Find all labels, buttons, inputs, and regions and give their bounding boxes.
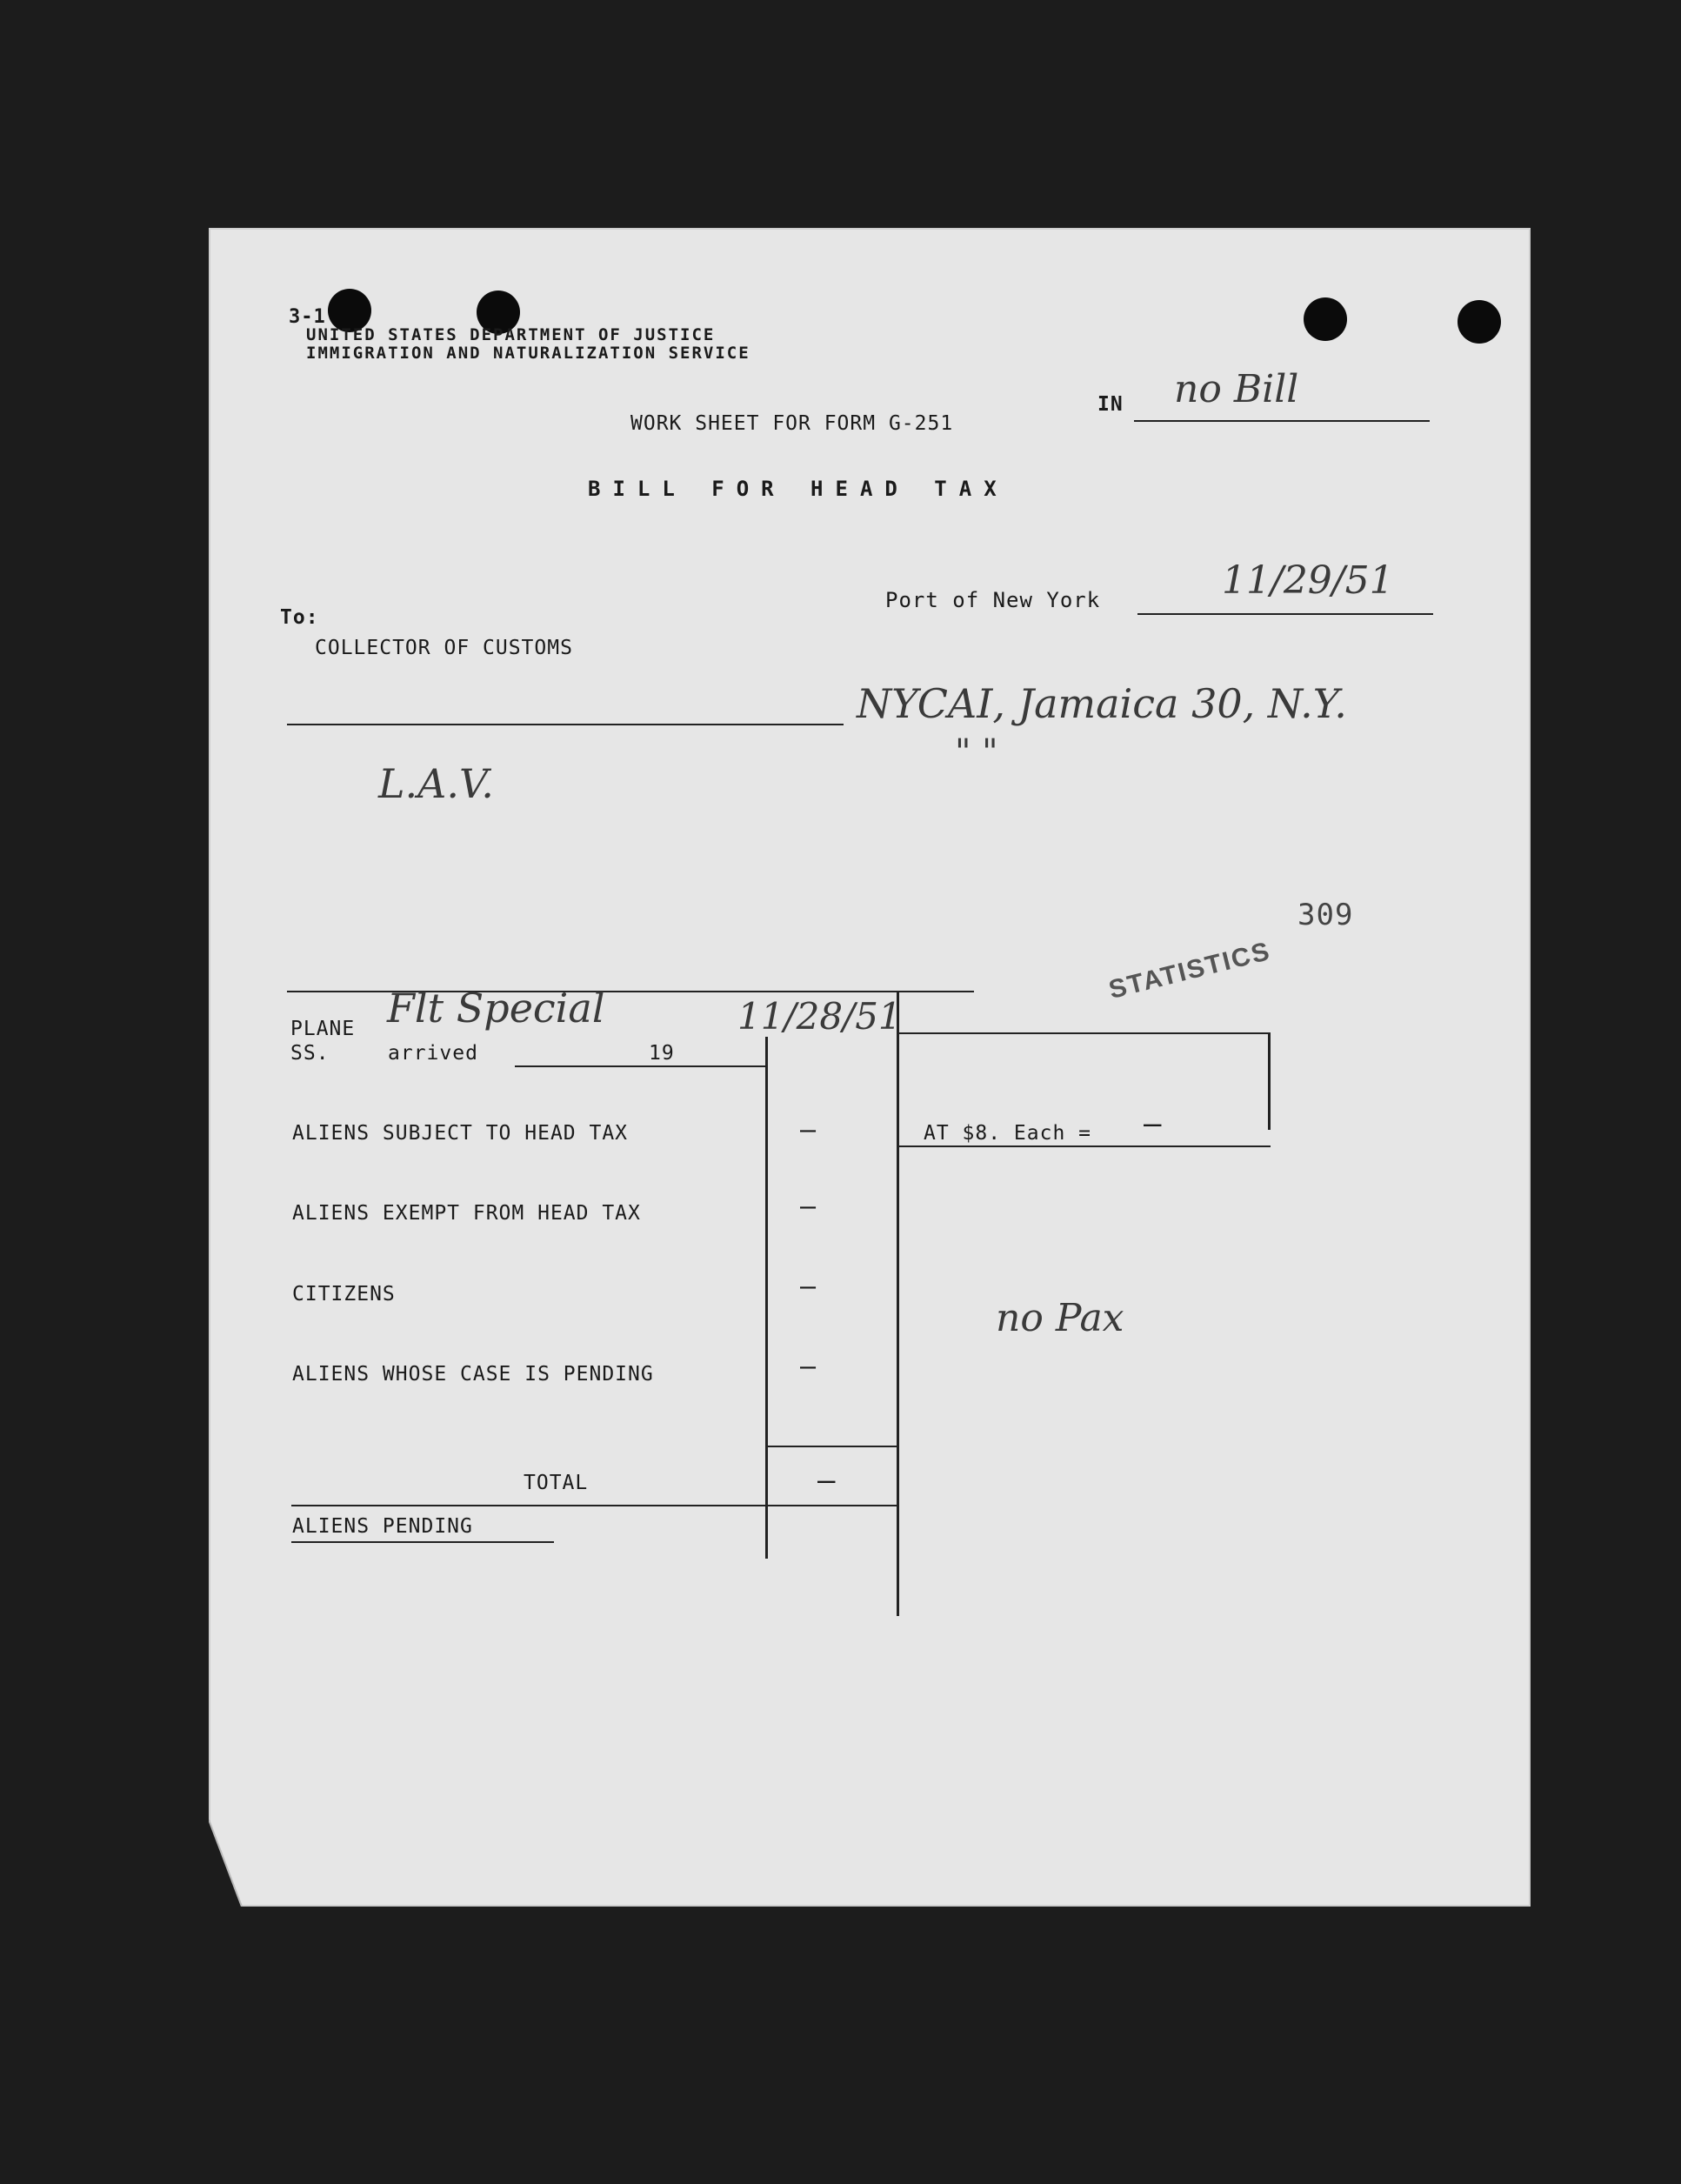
no-pax-note-handwritten: no Pax bbox=[996, 1296, 1124, 1340]
row-label-pending: ALIENS WHOSE CASE IS PENDING bbox=[292, 1363, 654, 1386]
statistics-stamp: STATISTICS bbox=[1105, 936, 1274, 1005]
rate-label: AT $8. Each = bbox=[924, 1122, 1092, 1145]
to-address-ditto: " " bbox=[955, 732, 998, 772]
aliens-pending-label: ALIENS PENDING bbox=[292, 1515, 473, 1538]
row-value-exempt: — bbox=[800, 1192, 817, 1222]
row-value-pending: — bbox=[800, 1352, 817, 1382]
rate-box-top bbox=[898, 1032, 1270, 1034]
in-label: IN bbox=[1097, 393, 1124, 416]
bill-title: BILL FOR HEAD TAX bbox=[588, 477, 1009, 501]
row-value-subject: — bbox=[800, 1115, 817, 1145]
worksheet-title: WORK SHEET FOR FORM G-251 bbox=[630, 412, 954, 435]
port-label: Port of New York bbox=[885, 588, 1101, 612]
table-col-left bbox=[765, 1037, 768, 1559]
table-bottom-line bbox=[291, 1505, 898, 1506]
row-label-citizens: CITIZENS bbox=[292, 1283, 396, 1306]
total-label: TOTAL bbox=[524, 1472, 589, 1494]
service-name: IMMIGRATION AND NATURALIZATION SERVICE bbox=[306, 344, 750, 363]
plane-label: PLANE bbox=[290, 1018, 356, 1040]
table-subtotal-line bbox=[768, 1446, 898, 1447]
port-date-handwritten: 11/29/51 bbox=[1222, 558, 1394, 603]
department-name: UNITED STATES DEPARTMENT OF JUSTICE bbox=[306, 325, 716, 344]
to-label: To: bbox=[280, 606, 319, 629]
in-underline bbox=[1134, 420, 1430, 422]
initials-handwritten: L.A.V. bbox=[378, 760, 494, 807]
total-value: — bbox=[817, 1463, 837, 1498]
ss-underline bbox=[515, 1065, 765, 1067]
form-code: 3-1 bbox=[289, 306, 326, 328]
folded-corner bbox=[209, 1820, 261, 1907]
document-page bbox=[209, 228, 1531, 1907]
to-recipient: COLLECTOR OF CUSTOMS bbox=[315, 637, 573, 659]
stamp-number: 309 bbox=[1297, 898, 1354, 932]
flight-handwritten: Flt Special bbox=[387, 985, 605, 1032]
rate-box-bottom bbox=[898, 1145, 1271, 1147]
row-value-citizens: — bbox=[800, 1272, 817, 1302]
row-label-subject: ALIENS SUBJECT TO HEAD TAX bbox=[292, 1122, 629, 1145]
to-underline bbox=[287, 724, 844, 725]
port-date-underline bbox=[1137, 613, 1433, 615]
rate-value: — bbox=[1144, 1106, 1163, 1141]
to-address-handwritten: NYCAI, Jamaica 30, N.Y. bbox=[857, 680, 1347, 727]
arrived-label: arrived bbox=[388, 1042, 478, 1065]
row-label-exempt: ALIENS EXEMPT FROM HEAD TAX bbox=[292, 1202, 641, 1225]
punch-hole bbox=[1304, 297, 1347, 341]
in-value-handwritten: no Bill bbox=[1174, 367, 1299, 411]
arrival-date-handwritten: 11/28/51 bbox=[737, 995, 902, 1038]
rate-box-right bbox=[1268, 1032, 1271, 1130]
punch-hole bbox=[1458, 300, 1501, 344]
ss-label: SS. bbox=[290, 1042, 330, 1065]
aliens-pending-underline bbox=[291, 1541, 554, 1543]
table-col-right bbox=[897, 992, 899, 1616]
year-prefix: 19 bbox=[649, 1042, 675, 1065]
